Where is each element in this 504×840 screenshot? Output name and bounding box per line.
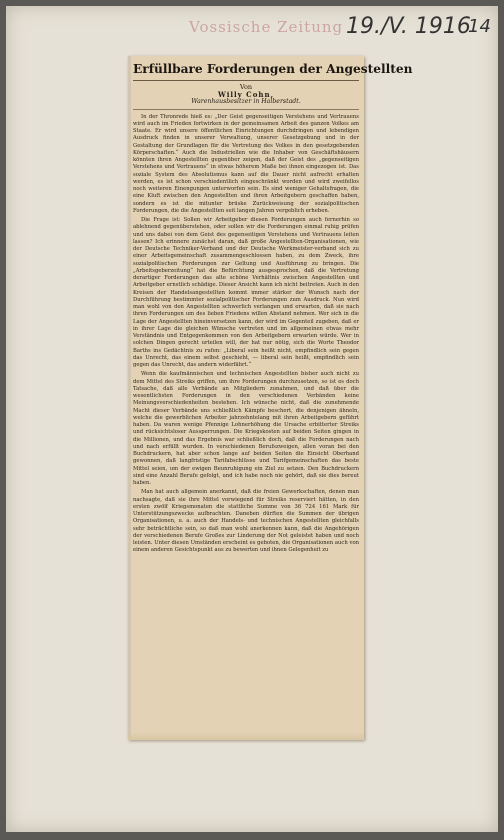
folio-number: 14 — [468, 16, 491, 37]
article-paragraph: Man hat auch allgemein anerkannt, daß die freien Gewerkschaften, denen man nachsagte, daß sie ihre Mittel vorwiegend für Streiks reserviert hätten, in den ersten zwölf Kriegsmonaten die stattliche Summe von 36 724 161 Mark für Unterstützungszwecke aufbrachten. Daneben dürften die Summen der übrigen Organisationen, u. a. auch der Handels- und technischen Angestellten gleichfalls sehr beträchtliche sein, so daß man wohl anerkennen kann, daß die Angehörigen der verschiedenen Berufe Großes zur Linderung der Not geleistet haben und noch leisten. Unter diesen Umständen erscheint es geboten, die Organisationen auch von einem anderen Gesichtspunkt aus zu bewerten und ihnen Gelegenheit zu — [133, 489, 359, 554]
article-author: Willy Cohn, — [217, 90, 275, 100]
article-title: Erfüllbare Forderungen der Angestellten — [133, 62, 359, 81]
newspaper-clipping — [128, 56, 413, 740]
article-paragraph: Wenn die kaufmännischen und technischen Angestellten bisher auch nicht zu dem Mittel des Streiks griffen, um ihre Forderungen durchzusetzen, so ist es doch Tatsache, daß alle Verbände an Mitgliedern zunahmen, und daß über die wesentlichsten Forderungen in den verschiedenen Verbänden keine Meinungsverschiedenheiten bestehen. Ich wünsche nicht, daß die zunehmende Macht dieser Verbände uns schließlich Kämpfe beschert, die denjenigen ähneln, welche die gewerblichen Arbeiter jahrzehntelang mit ihren Arbeitgebern geführt haben. Da waren wenige Pfennige Lohnerhöhung die Ursache erbitterter Streiks und rücksichtsloser Aussperrungen. Die Kriegskosten auf beiden Seiten gingen in die Millionen, und das Ergebnis war schließlich doch, daß die Forderungen nach und nach erfüllt wurden. In verschiedenen Berufszweigen, allen voran bei den Buchdruckern, hat aber schon lange auf beiden Seiten die Einsicht Oberhand gewonnen, daß langfristige Tarifabschlüsse und Tarifgemeinschaften das beste Mittel seien, um der ewigen Beunruhigung ein Ziel zu setzen. Den Buchdruckern sind eine Anzahl Berufe gefolgt, und ich habe noch nie gehört, daß sie dies bereut haben. — [133, 371, 359, 487]
article-paragraph: In der Thronrede hieß es: „Der Geist gegenseitigen Verstehens und Vertrauens wird auch im Frieden fortwirken in der gemeinsamen Arbeit des ganzen Volkes am Staate. Er wird unsere öffentlichen Einrichtungen durchdringen und lebendigen Ausdruck finden in unserer Verwaltung, unserer Gesetzgebung und in der Gestaltung der Grundlagen für die Vertretung des Volkes in den gesetzgebenden Körperschaften.“ Auch die Industriellen wie die Inhaber von Geschäftshäusern könnten ihren Angestellten gegenüber zeigen, daß der Geist des „gegenseitigen Verstehens und Vertrauens“ in etwas höherem Maße bei ihnen eingezogen ist. Das soziale System des Absolutismus kann auf die Dauer nicht aufrecht erhalten werden, es ist schon verschiedentlich eingeschränkt worden und wird zweifellos noch weiteren Einengungen unterworfen sein. Es sind weniger Gehaltsfragen, die eine Kluft zwischen den Angestellten und ihren Arbeitgebern geschaffen haben, sondern es ist die mitunter brüske Zurückweisung der sozialpolitischen Forderungen, die die Angestellten seit langen Jahren vergeblich erheben. — [133, 113, 359, 214]
author-role: Warenhausbesitzer in Halberstadt. — [133, 99, 359, 110]
newspaper-stamp: Vossische Zeitung — [189, 18, 344, 36]
byline-von: Von — [239, 83, 253, 91]
article-paragraph: Die Frage ist: Sollen wir Arbeitgeber diesen Forderungen auch fernerhin so ablehnend gegenüberstehen, oder sollen wir die Forderungen einmal ruhig prüfen und uns dabei von dem Geist des gegenseitigen Verstehens und Vertrauens leiten lassen? Ich erinnere zunächst daran, daß große Angestellten-Organisationen, wie der Deutsche Techniker-Verband und der Deutsche Werkmeister-verband sich zu einer Arbeitsgemeinschaft zusammengeschlossen haben, zu dem Zweck, ihre sozialpolitischen Forderungen zur Geltung und Ausführung zu bringen. Die „Arbeitsgeberzeitung“ hat die Befürchtung ausgesprochen, daß die Vertretung derartiger Forderungen das alte schöne Verhältnis zwischen Angestellten und Arbeitgeber ernstlich schädige. Dieser Ansicht kann ich nicht beitreten. Auch in den Kreisen der Handelsangestellten kommt immer stärker der Wunsch nach der Durchführung bestimmter sozialpolitischer Forderungen zum Ausdruck. Nun wird man wohl von den Angestellten schwerlich verlangen und erwarten, daß sie nach ihren Forderungen um des lieben Friedens willen Abstand nehmen. Wer sich in die Lage der Angestellten hineinversetzen kann, der wird im Gegenteil zugeben, daß er in ihrer Lage die gleichen Wünsche vertreten und im allgemeinen etwas mehr Verständnis und Entgegenkommen von den Arbeitgebern erwarten würde. Wer in solchen Dingen gerecht urteilen will, der hat nur nötig, sich die Worte Theodor Barths ins Gedächtnis zu rufen: „Liberal sein heißt nicht, empfindlich sein gegen das Unrecht, das einem selbst geschieht, — liberal sein heißt, empfindlich sein gegen das Unrecht, das andern widerfährt.“ — [133, 217, 359, 369]
handwritten-date: 19./V. 1916 — [346, 14, 471, 39]
archive-sheet — [6, 6, 498, 832]
clipping-tear-edge — [128, 732, 364, 740]
clipping-edge — [128, 56, 131, 740]
